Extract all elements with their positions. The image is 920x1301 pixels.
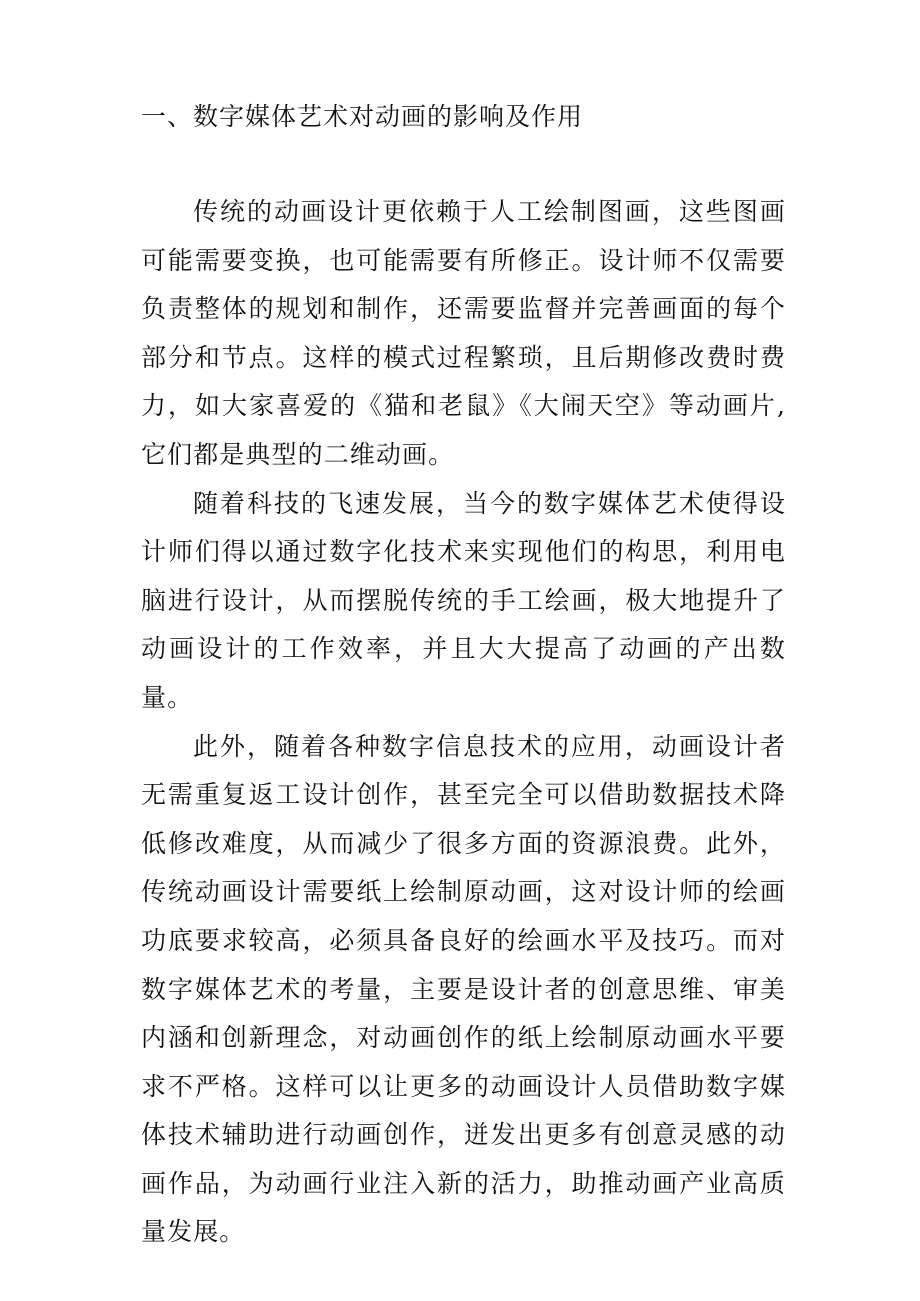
paragraph-traditional-animation: 传统的动画设计更依赖于人工绘制图画，这些图画可能需要变换，也可能需要有所修正。设计师不仅需要负责整体的规划和制作，还需要监督并完善画面的每个部分和节点。这样的模式过程繁琐，且后期修改费时费力，如大家喜爱的《猫和老鼠》《大闹天空》等动画片,它们都是典型的二维动画。 <box>141 197 786 469</box>
section-heading: 一、数字媒体艺术对动画的影响及作用 <box>141 102 584 131</box>
paragraph-technology-development: 随着科技的飞速发展，当今的数字媒体艺术使得设计师们得以通过数字化技术来实现他们的构思，利用电脑进行设计，从而摆脱传统的手工绘画，极大地提升了动画设计的工作效率，并且大大提高了动画的产出数量。 <box>141 488 786 712</box>
paragraph-digital-benefits: 此外，随着各种数字信息技术的应用，动画设计者无需重复返工设计创作，甚至完全可以借助数据技术降低修改难度，从而减少了很多方面的资源浪费。此外，传统动画设计需要纸上绘制原动画，这对设计师的绘画功底要求较高，必须具备良好的绘画水平及技巧。而对数字媒体艺术的考量，主要是设计者的创意思维、审美内涵和创新理念，对动画创作的纸上绘制原动画水平要求不严格。这样可以让更多的动画设计人员借助数字媒体技术辅助进行动画创作，迸发出更多有创意灵感的动画作品，为动画行业注入新的活力，助推动画产业高质量发展。 <box>141 731 786 1247</box>
document-body <box>141 188 786 1257</box>
